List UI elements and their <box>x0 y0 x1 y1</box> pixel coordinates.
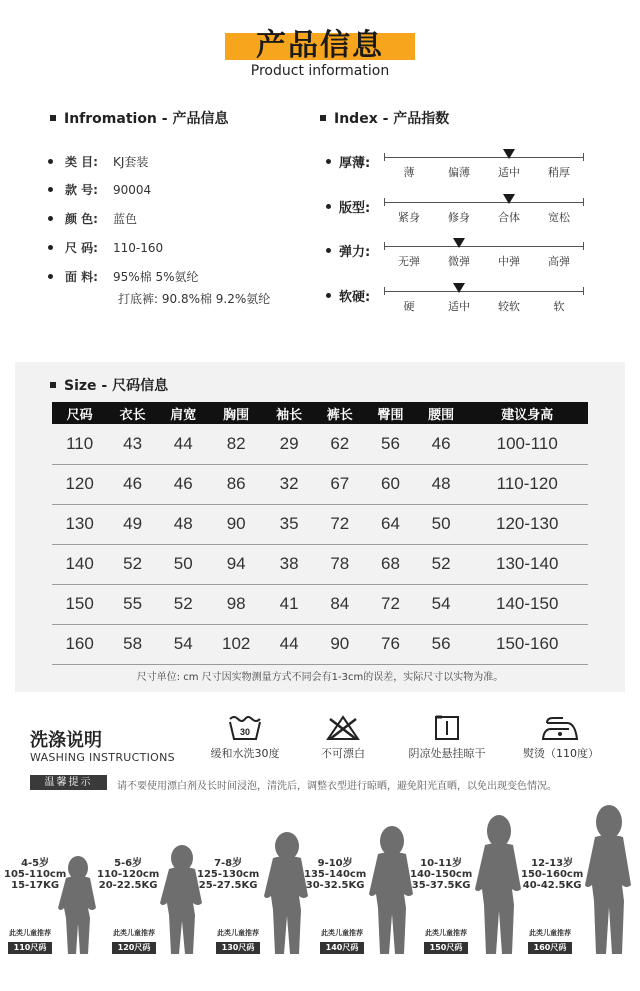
kid-info-140: 9-10岁 135-140cm 30-32.5KG <box>304 858 367 891</box>
scale-marker-icon <box>503 194 515 204</box>
kid-info-150: 10-11岁 140-150cm 35-37.5KG <box>410 858 473 891</box>
page-subtitle: Product information <box>250 63 390 79</box>
kid-info-160: 12-13岁 150-160cm 40-42.5KG <box>521 858 584 891</box>
column-header: 袖长 <box>264 402 315 424</box>
index-option: 修身 <box>448 211 470 224</box>
table-cell: 100-110 <box>466 424 588 464</box>
table-cell: 55 <box>107 584 158 624</box>
index-row-elasticity <box>322 244 597 284</box>
kid-rec-label: 此类儿童推荐 <box>217 929 259 937</box>
index-label: 厚薄: <box>339 156 371 171</box>
index-option: 薄 <box>403 166 415 179</box>
table-cell: 49 <box>107 504 158 544</box>
info-row-color: 颜 色: 蓝色 <box>48 210 137 227</box>
index-option: 紧身 <box>398 211 420 224</box>
table-cell: 150-160 <box>466 624 588 664</box>
index-row-fit <box>322 200 597 240</box>
table-cell: 32 <box>264 464 315 504</box>
index-option: 软 <box>553 300 565 313</box>
table-cell: 64 <box>365 504 416 544</box>
table-cell: 102 <box>209 624 264 664</box>
table-cell: 84 <box>314 584 365 624</box>
index-label: 弹力: <box>339 245 371 260</box>
kid-rec-label: 此类儿童推荐 <box>113 929 155 937</box>
square-bullet-icon <box>320 115 326 121</box>
table-row <box>52 624 588 664</box>
table-cell: 82 <box>209 424 264 464</box>
kid-size-badge: 160尺码 <box>528 942 572 954</box>
scale-tick <box>583 242 584 250</box>
washing-subtitle: WASHING INSTRUCTIONS <box>30 751 175 764</box>
scale-tick <box>384 242 385 250</box>
table-cell: 50 <box>158 544 209 584</box>
index-option: 微弹 <box>448 255 470 268</box>
info-fabric-leggings: 打底裤: 90.8%棉 9.2%氨纶 <box>118 292 271 306</box>
child-silhouette-icon <box>364 826 420 956</box>
square-bullet-icon <box>50 382 56 388</box>
table-cell: 72 <box>365 584 416 624</box>
dot-bullet-icon <box>326 159 331 164</box>
table-cell: 52 <box>416 544 467 584</box>
kid-rec-label: 此类儿童推荐 <box>9 929 51 937</box>
table-cell: 46 <box>416 424 467 464</box>
size-table <box>52 402 588 665</box>
wash-caption: 不可漂白 <box>321 747 365 760</box>
dot-bullet-icon <box>48 216 53 221</box>
table-row <box>52 504 588 544</box>
kid-rec-label: 此类儿童推荐 <box>529 929 571 937</box>
index-label: 软硬: <box>339 290 371 305</box>
line-dry-shade-icon <box>430 715 464 741</box>
iron-icon <box>541 715 581 741</box>
table-row <box>52 464 588 504</box>
table-cell: 140-150 <box>466 584 588 624</box>
no-bleach-icon <box>326 715 360 741</box>
dot-bullet-icon <box>326 248 331 253</box>
wash-item-iron <box>506 715 616 761</box>
dot-bullet-icon <box>326 204 331 209</box>
kid-size-badge: 140尺码 <box>320 942 364 954</box>
column-header: 胸围 <box>209 402 264 424</box>
wash-item-no-bleach <box>288 715 398 761</box>
size-heading: Size - 尺码信息 <box>50 375 168 395</box>
index-option: 合体 <box>498 211 520 224</box>
info-heading: Infromation - 产品信息 <box>50 108 228 128</box>
scale-tick <box>384 287 385 295</box>
table-cell: 56 <box>365 424 416 464</box>
table-cell: 56 <box>416 624 467 664</box>
table-cell: 90 <box>209 504 264 544</box>
page-title: 产品信息 <box>256 28 384 63</box>
scale-tick <box>583 153 584 161</box>
index-option: 适中 <box>498 166 520 179</box>
table-row <box>52 584 588 624</box>
square-bullet-icon <box>50 115 56 121</box>
scale-tick <box>583 198 584 206</box>
kid-rec-label: 此类儿童推荐 <box>321 929 363 937</box>
index-row-softness <box>322 289 597 329</box>
table-row <box>52 544 588 584</box>
index-option: 高弹 <box>548 255 570 268</box>
table-cell: 50 <box>416 504 467 544</box>
scale-line <box>384 291 584 292</box>
table-cell: 68 <box>365 544 416 584</box>
wash-temp-label: 30 <box>239 727 251 737</box>
kid-size-badge: 130尺码 <box>216 942 260 954</box>
dot-bullet-icon <box>48 245 53 250</box>
table-cell: 46 <box>107 464 158 504</box>
column-header: 腰围 <box>416 402 467 424</box>
kid-size-badge: 110尺码 <box>8 942 52 954</box>
scale-tick <box>583 287 584 295</box>
wash-caption: 缓和水洗30度 <box>210 747 280 760</box>
table-cell: 44 <box>264 624 315 664</box>
info-row-fabric: 面 料: 95%棉 5%氨纶 <box>48 268 199 285</box>
table-cell: 46 <box>158 464 209 504</box>
table-cell: 62 <box>314 424 365 464</box>
table-cell: 35 <box>264 504 315 544</box>
index-option: 偏薄 <box>448 166 470 179</box>
info-row-style-no: 款 号: 90004 <box>48 181 151 198</box>
info-row-size: 尺 码: 110-160 <box>48 239 163 256</box>
table-cell: 120 <box>52 464 107 504</box>
scale-line <box>384 202 584 203</box>
table-row <box>52 424 588 464</box>
scale-marker-icon <box>453 283 465 293</box>
index-row-thickness <box>322 155 597 195</box>
dot-bullet-icon <box>48 159 53 164</box>
kid-size-badge: 120尺码 <box>112 942 156 954</box>
table-cell: 110 <box>52 424 107 464</box>
washing-title: 洗涤说明 <box>30 730 102 751</box>
table-cell: 54 <box>416 584 467 624</box>
table-cell: 41 <box>264 584 315 624</box>
table-cell: 52 <box>107 544 158 584</box>
kid-size-badge: 150尺码 <box>424 942 468 954</box>
column-header: 建议身高 <box>466 402 588 424</box>
info-row-category: 类 目: KJ套装 <box>48 153 148 170</box>
index-option: 硬 <box>403 300 415 313</box>
table-cell: 67 <box>314 464 365 504</box>
table-cell: 48 <box>158 504 209 544</box>
kid-rec-label: 此类儿童推荐 <box>425 929 467 937</box>
scale-tick <box>384 198 385 206</box>
scale-marker-icon <box>503 149 515 159</box>
index-option: 无弹 <box>398 255 420 268</box>
index-heading: Index - 产品指数 <box>320 108 449 128</box>
kid-info-110: 4-5岁 105-110cm 15-17KG <box>4 858 67 891</box>
index-label: 版型: <box>339 201 371 216</box>
index-option: 较软 <box>498 300 520 313</box>
child-silhouette-icon <box>580 805 638 956</box>
table-cell: 48 <box>416 464 467 504</box>
table-cell: 86 <box>209 464 264 504</box>
table-cell: 120-130 <box>466 504 588 544</box>
tip-text: 请不要使用漂白剂及长时间浸泡，清洗后，调整衣型进行晾晒，避免阳光直晒，以免出现变色情况。 <box>117 781 557 792</box>
table-cell: 160 <box>52 624 107 664</box>
table-cell: 58 <box>107 624 158 664</box>
wash-item-line-dry <box>392 715 502 761</box>
wash-caption: 阴凉处悬挂晾干 <box>408 747 486 760</box>
wash-caption: 熨烫（110度） <box>523 747 599 760</box>
wash-item-30 <box>190 715 300 761</box>
column-header: 肩宽 <box>158 402 209 424</box>
table-cell: 98 <box>209 584 264 624</box>
table-cell: 140 <box>52 544 107 584</box>
scale-tick <box>384 153 385 161</box>
kid-info-120: 5-6岁 110-120cm 20-22.5KG <box>97 858 160 891</box>
kid-info-130: 7-8岁 125-130cm 25-27.5KG <box>197 858 260 891</box>
tip-badge: 温馨提示 <box>30 775 107 790</box>
index-option: 宽松 <box>548 211 570 224</box>
wash-30-icon <box>228 715 262 741</box>
column-header: 尺码 <box>52 402 107 424</box>
table-cell: 72 <box>314 504 365 544</box>
dot-bullet-icon <box>48 187 53 192</box>
table-cell: 52 <box>158 584 209 624</box>
table-cell: 76 <box>365 624 416 664</box>
table-cell: 38 <box>264 544 315 584</box>
table-cell: 43 <box>107 424 158 464</box>
scale-line <box>384 157 584 158</box>
column-header: 衣长 <box>107 402 158 424</box>
column-header: 裤长 <box>314 402 365 424</box>
table-cell: 60 <box>365 464 416 504</box>
table-cell: 44 <box>158 424 209 464</box>
index-option: 稍厚 <box>548 166 570 179</box>
size-note: 尺寸单位: cm 尺寸因实物测量方式不同会有1-3cm的误差，实际尺寸以实物为准。 <box>136 672 504 683</box>
table-cell: 130 <box>52 504 107 544</box>
dot-bullet-icon <box>326 293 331 298</box>
index-option: 中弹 <box>498 255 520 268</box>
column-header: 臀围 <box>365 402 416 424</box>
scale-line <box>384 246 584 247</box>
table-cell: 78 <box>314 544 365 584</box>
table-cell: 54 <box>158 624 209 664</box>
table-cell: 130-140 <box>466 544 588 584</box>
scale-marker-icon <box>453 238 465 248</box>
table-cell: 90 <box>314 624 365 664</box>
table-cell: 110-120 <box>466 464 588 504</box>
index-option: 适中 <box>448 300 470 313</box>
size-table-header <box>52 402 588 424</box>
table-cell: 150 <box>52 584 107 624</box>
table-cell: 94 <box>209 544 264 584</box>
table-cell: 29 <box>264 424 315 464</box>
dot-bullet-icon <box>48 274 53 279</box>
